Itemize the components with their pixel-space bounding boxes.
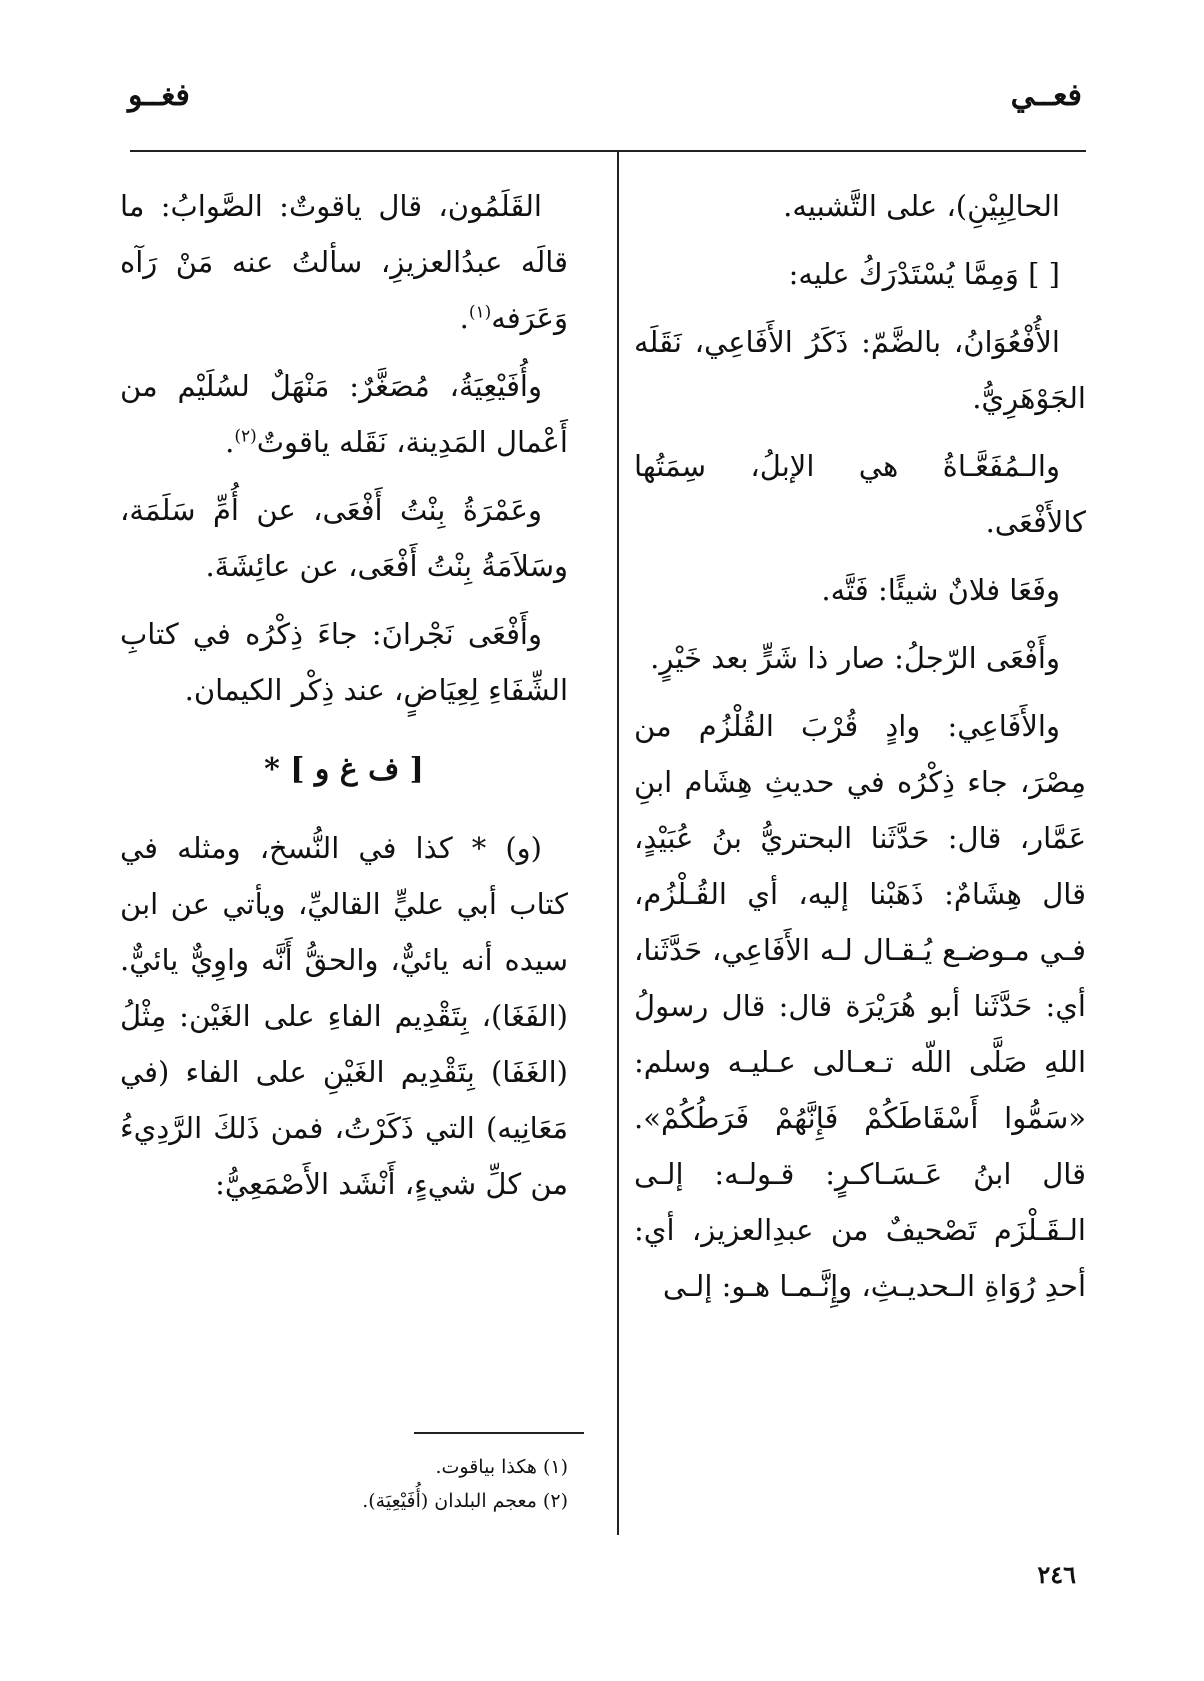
left-column — [120, 178, 568, 1224]
column-divider — [617, 150, 619, 1535]
root-heading: [ ف غ و ] * — [264, 752, 424, 787]
footnote-rule — [414, 1432, 584, 1434]
paragraph: وفَعَا فلانٌ شيئًا: فَتَّه. — [821, 573, 1060, 607]
page-number: ٢٤٦ — [1037, 1560, 1076, 1589]
entry-paragraph — [120, 358, 568, 470]
entry-text: وعَمْرَةُ بِنْتُ أَفْعَى، عن أُمِّ سَلَمَة، وسَلاَمَةُ بِنْتُ أَفْعَى، عن عائِشَةَ. — [120, 493, 568, 583]
entry-paragraph — [120, 606, 568, 718]
footnote-ref[interactable]: (٢) — [234, 426, 257, 447]
entry-end: . — [459, 301, 469, 335]
paragraph: الحالِبِيْنِ)، على التَّشبيه. — [783, 189, 1060, 223]
paragraph: الأُفْعُوَانُ، بالضَّمّ: ذَكَرُ الأَفَاعِي، نَقَلَه الجَوْهَرِيُّ. — [634, 325, 1086, 415]
footnotes — [120, 1450, 568, 1518]
footnote: (١) هكذا بياقوت. — [435, 1456, 568, 1478]
entry-text: وأَفْعَى نَجْرانَ: جاءَ ذِكْرُه في كتابِ الشِّفَاءِ لِعِيَاضٍ، عند ذِكْر الكيمان. — [120, 617, 568, 707]
running-head-left: فغــو — [128, 78, 190, 113]
paragraph: والـمُفَعَّـاةُ هي الإبلُ، سِمَتُها كالأَفْعَى. — [634, 449, 1086, 539]
right-column — [634, 178, 1086, 1326]
running-head-right: فعــي — [1010, 78, 1082, 113]
entry-text: (و) * كذا في النُّسخ، ومثله في كتاب أبي عليٍّ القاليِّ، ويأتي عن ابن سيده أنه يائيٌّ، والحقُّ أَنَّه واوِيٌّ يائيٌّ. (الفَغَا)، بِتَقْدِيم الفاءِ على الغَيْن: مِثْلُ (الغَفَا) بِتَقْدِيم الغَيْنِ على الفاء (في مَعَانِيه) التي ذَكَرْتُ، فمن ذَلكَ الرَّدِيءُ من كلِّ شيءٍ، أَنْشَد الأَصْمَعِيُّ: — [120, 831, 568, 1201]
footnote: (٢) معجم البلدان (أُفَيْعِيَة). — [362, 1490, 568, 1512]
entry-paragraph — [120, 178, 568, 346]
entry-text: وأُفَيْعِيَةُ، مُصَغَّرٌ: مَنْهَلٌ لسُلَيْم من أَعْمال المَدِينة، نَقَله ياقوتٌ — [120, 369, 568, 459]
entry-end: . — [225, 425, 235, 459]
entry-paragraph — [120, 820, 568, 1212]
entry-text: القَلَمُون، قال ياقوتٌ: الصَّوابُ: ما قالَه عبدُالعزيزِ، سألتُ عنه مَنْ رَآه وَعَرَفه — [120, 189, 568, 335]
entry-paragraph — [120, 482, 568, 594]
footnote-ref[interactable]: (١) — [468, 302, 492, 323]
header-rule — [130, 150, 1086, 152]
paragraph: والأَفَاعِي: وادٍ قُرْبَ القُلْزُم من مِصْرَ، جاء ذِكْرُه في حديثِ هِشَام ابنِ عَمَّار، قال: حَدَّثَنا البحتريُّ بنُ عُبَيْدٍ، قال هِشَامٌ: ذَهَبْنا إليه، أي القُـلْزُم، فـي مـوضـع يُـقـال لـه الأَفَاعِي، حَدَّثَنا، أي: حَدَّثَنا أبو هُرَيْرَة قال: قال رسولُ اللهِ صَلَّى اللّه تـعـالى عـليـه وسلم: «سَمُّوا أَسْقَاطَكُمْ فَإِنَّهُمْ فَرَطُكُمْ». قال ابنُ عَـسَـاكـرٍ: قـولـه: إلـى الـقَـلْزَم تَصْحيفٌ من عبدِالعزيز، أي: أحدِ رُوَاةِ الـحديـثِ، وإِنَّـمـا هـو: إلـى — [634, 709, 1086, 1303]
paragraph: [ ] وَمِمَّا يُسْتَدْرَكُ عليه: — [788, 257, 1060, 291]
paragraph: وأَفْعَى الرّجلُ: صار ذا شَرٍّ بعد خَيْرٍ. — [650, 641, 1060, 675]
